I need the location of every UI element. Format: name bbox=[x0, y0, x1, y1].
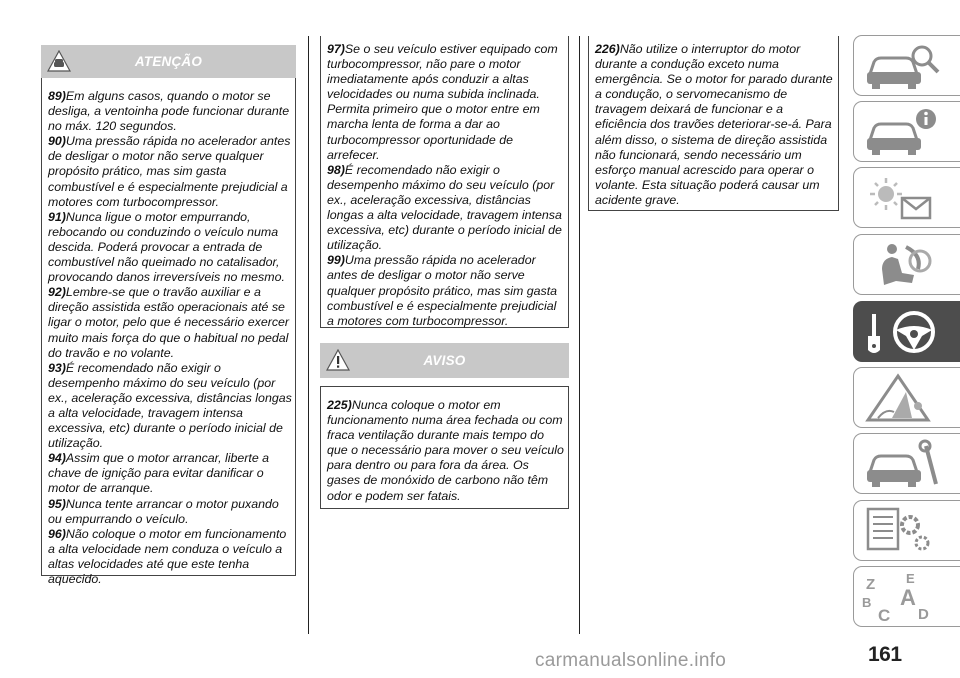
road-warning-icon bbox=[862, 372, 952, 424]
attention-box-continued bbox=[320, 36, 569, 328]
warning-header bbox=[320, 343, 569, 378]
index-letter-c: C bbox=[878, 606, 891, 623]
note-text: Uma pressão rápida no acelerador antes de desligar o motor não serve qualquer propósito prático, mas sim gasta combustível e é especialmente prejudicial a motores com turbocompressor. bbox=[48, 134, 291, 209]
note-number: 95) bbox=[48, 496, 66, 511]
index-letter-z: Z bbox=[866, 576, 876, 593]
note-text: Nunca ligue o motor empurrando, rebocando ou conduzindo o veículo numa descida. Poderá provocar a entrada de combustível não queimado no catalisador, provocando danos irreversíveis no mesmo. bbox=[48, 209, 285, 285]
note-text: Nunca tente arrancar o motor puxando ou empurrando o veículo. bbox=[48, 496, 279, 526]
note-number: 98) bbox=[327, 162, 345, 177]
note-225 bbox=[327, 398, 565, 504]
tab-technical-data[interactable] bbox=[853, 500, 960, 561]
warning-section bbox=[320, 343, 569, 509]
note-number: 99) bbox=[327, 253, 345, 268]
tab-index[interactable] bbox=[853, 566, 960, 627]
note-number: 226) bbox=[595, 42, 620, 56]
seat-airbag-icon bbox=[862, 239, 952, 291]
note-94 bbox=[48, 451, 292, 496]
tab-maintenance[interactable] bbox=[853, 433, 960, 494]
note-number: 91) bbox=[48, 209, 66, 224]
tab-emergency[interactable] bbox=[853, 367, 960, 428]
note-92 bbox=[48, 285, 292, 360]
warning-box bbox=[320, 386, 569, 509]
note-text: Uma pressão rápida no acelerador antes de desligar o motor não serve qualquer propósito prático, mas sim gasta combustível e é especialmente prejudicial a motores com turbocompressor. bbox=[327, 253, 558, 328]
warning-lights-icon bbox=[862, 172, 952, 224]
note-text: Não coloque o motor em funcionamento a alta velocidade nem conduza o veículo a altas velocidades até que este tenha aquecido. bbox=[48, 526, 287, 586]
car-info-icon bbox=[862, 106, 952, 158]
car-search-icon bbox=[862, 40, 952, 92]
note-text: Se o seu veículo estiver equipado com turbocompressor, não pare o motor imediatamente após conduzir a altas velocidades ou numa subida inclinada. Permita primeiro que o motor entre em marcha lenta de forma a dar ao turbocompressor oportunidade de arrefecer. bbox=[327, 42, 558, 162]
note-number: 92) bbox=[48, 285, 66, 300]
warning-title: AVISO bbox=[423, 353, 466, 368]
column-2 bbox=[320, 36, 569, 509]
watermark: carmanualsonline.info bbox=[535, 650, 727, 671]
tab-vehicle-info[interactable] bbox=[853, 101, 960, 162]
note-226 bbox=[595, 42, 835, 208]
note-number: 97) bbox=[327, 42, 345, 56]
note-number: 225) bbox=[327, 398, 352, 412]
index-letter-a: A bbox=[900, 585, 916, 610]
column-divider-2 bbox=[579, 36, 580, 634]
note-number: 89) bbox=[48, 89, 66, 103]
note-text: Lembre-se que o travão auxiliar e a direção assistida estão operacionais até se ligar o motor, pelo que é necessário exercer muito mais força do que o habitual no pedal do travão e no volante. bbox=[48, 285, 290, 360]
index-letter-d: D bbox=[918, 606, 929, 623]
column-3 bbox=[588, 36, 839, 211]
tab-knowing-vehicle[interactable] bbox=[853, 35, 960, 96]
note-96 bbox=[48, 527, 292, 587]
index-letter-e: E bbox=[906, 571, 915, 586]
column-divider-1 bbox=[308, 36, 309, 634]
car-wrench-icon bbox=[862, 438, 952, 490]
note-91 bbox=[48, 210, 292, 285]
note-number: 93) bbox=[48, 360, 66, 375]
index-letter-b: B bbox=[862, 595, 872, 610]
tab-warning-lights[interactable] bbox=[853, 167, 960, 228]
note-98 bbox=[327, 163, 565, 254]
attention-header bbox=[41, 45, 296, 78]
specs-gear-icon bbox=[862, 505, 952, 557]
tab-safety[interactable] bbox=[853, 234, 960, 295]
note-95 bbox=[48, 497, 292, 527]
note-text: Assim que o motor arrancar, liberte a chave de ignição para evitar danificar o motor de arranque. bbox=[48, 451, 270, 496]
note-text: Em alguns casos, quando o motor se desliga, a ventoinha pode funcionar durante no máx. 120 segundos. bbox=[48, 89, 290, 134]
note-number: 94) bbox=[48, 451, 66, 466]
note-number: 90) bbox=[48, 134, 66, 149]
key-steering-wheel-icon bbox=[862, 306, 952, 358]
note-89 bbox=[48, 89, 292, 134]
tab-starting-driving[interactable] bbox=[853, 301, 960, 362]
note-text: Não utilize o interruptor do motor durante a condução exceto numa emergência. Se o motor for parado durante a condução, o servomecanismo de travagem deixará de funcionar e a eficiência dos travões deteriorar-se-á. Para além disso, o sistema de direção assistida não funcionará, sendo necessário um esforço manual acrescido para operar o volante. Esta situação poderá causar um acidente grave. bbox=[595, 42, 833, 207]
warning-box-continued bbox=[588, 36, 839, 211]
page-number: 161 bbox=[868, 643, 902, 666]
note-99 bbox=[327, 253, 565, 328]
attention-title: ATENÇÃO bbox=[134, 54, 203, 69]
note-number: 96) bbox=[48, 526, 66, 541]
column-1 bbox=[41, 45, 296, 586]
note-97 bbox=[327, 42, 565, 163]
alphabetical-index-icon bbox=[862, 571, 952, 623]
note-text: Nunca coloque o motor em funcionamento numa área fechada ou com fraca ventilação durante mais tempo do que o necessário para mover o seu veículo para dentro ou para fora da área. Os gases de monóxido de carbono não têm odor e podem ser fatais. bbox=[327, 398, 564, 503]
attention-box bbox=[41, 78, 296, 586]
note-90 bbox=[48, 134, 292, 209]
note-text: É recomendado não exigir o desempenho máximo do seu veículo (por ex., aceleração excessiva, distâncias longas a alta velocidade, travagem intensa excessiva, etc) durante o período inicial de utilização. bbox=[48, 360, 292, 451]
note-93 bbox=[48, 361, 292, 452]
note-text: É recomendado não exigir o desempenho máximo do seu veículo (por ex., aceleração excessiva, distâncias longas a alta velocidade, travagem intensa excessiva, etc) durante o período inicial de utilização. bbox=[327, 162, 562, 253]
